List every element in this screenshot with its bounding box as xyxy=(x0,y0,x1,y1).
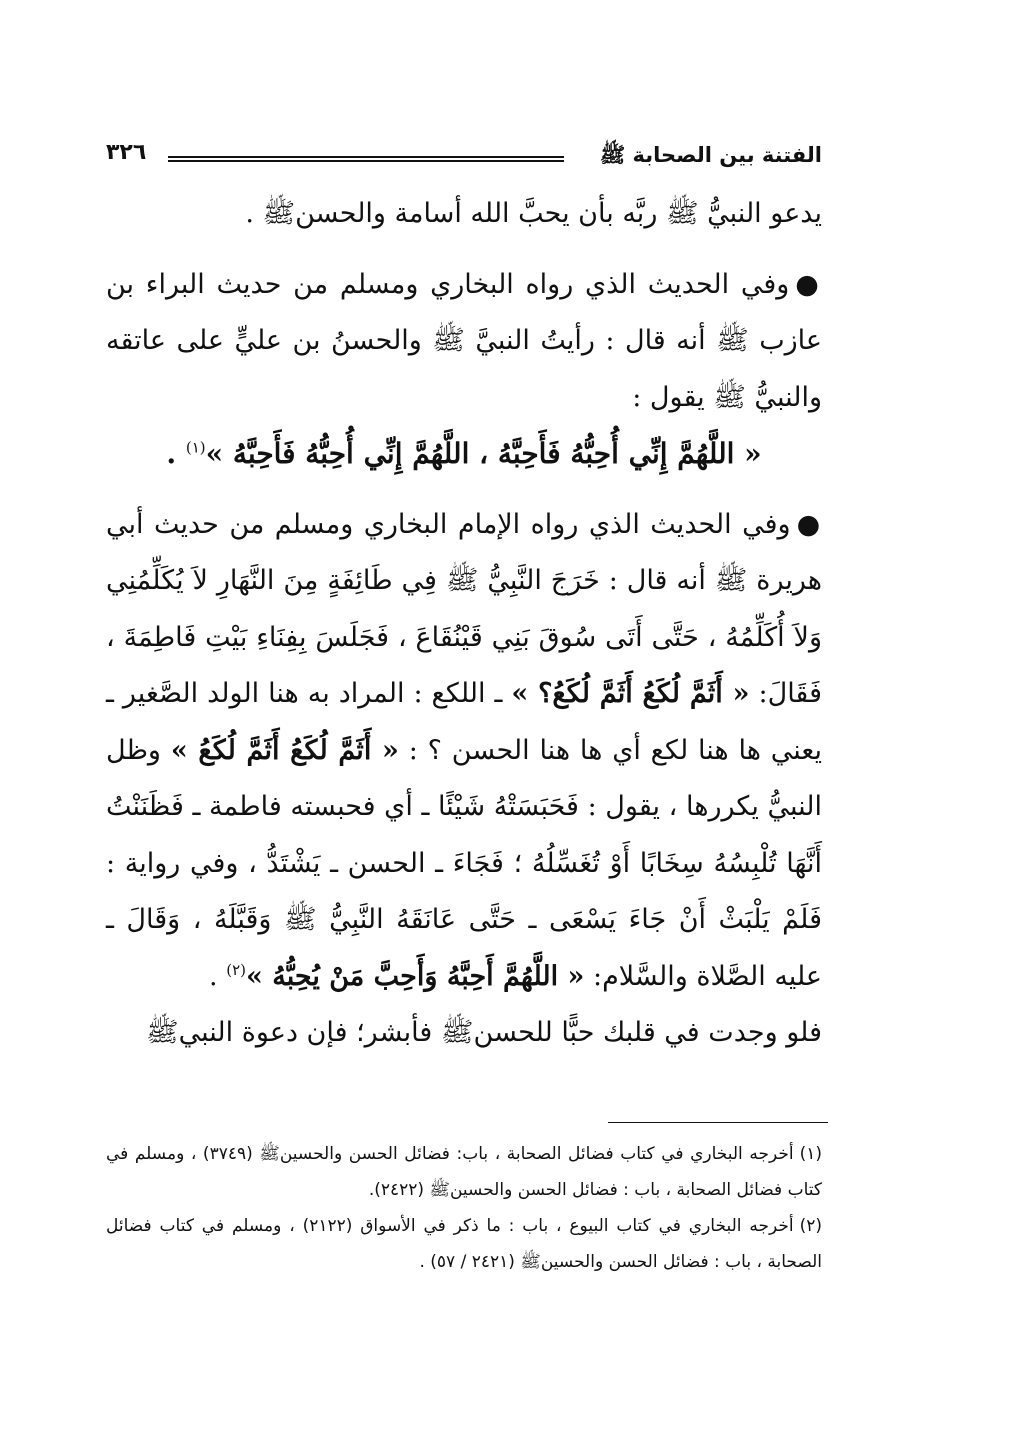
header-title: الفتنة بين الصحابة ﷺ xyxy=(599,143,822,167)
paragraph-4 xyxy=(106,1005,822,1062)
paragraph-1 xyxy=(106,186,822,243)
header-rule xyxy=(168,156,564,162)
paragraph-2 xyxy=(106,257,822,427)
paragraph-3-quote-b: « أَثَمَّ لُكَعُ أَثَمَّ لُكَعُ؟ » xyxy=(511,678,750,709)
paragraph-3-text-e: وظل النبيُّ يكررها ، يقول : فَحَبَسَتْهُ شَيْئًا ـ أي فحبسته فاطمة ـ فَظَنَنْتُ أَنَّهَا تُلْبِسُهُ سِخَابًا أَوْ تُغَسِّلُهُ ؛ فَجَاءَ ـ الحسن ـ يَشْتَدُّ ، وفي رواية : فَلَمْ يَلْبَثْ أَنْ جَاءَ يَسْعَى ـ حَتَّى عَانَقَهُ النَّبِيُّ ﷺ وَقَبَّلَهُ ، وَقَالَ ـ عليه الصَّلاة والسَّلام: xyxy=(106,734,822,992)
footnote-2-number: (٢) xyxy=(799,1216,822,1236)
footnote-2 xyxy=(106,1208,822,1280)
paragraph-3 xyxy=(106,497,822,1006)
paragraph-4-text: فلو وجدت في قلبك حبًّا للحسنﷺ فأبشر؛ فإن دعوة النبيﷺ xyxy=(146,1017,822,1048)
paragraph-3-text-c: ـ اللكع : المراد به هنا الولد الصَّغير ـ يعني ها هنا لكع أي ها هنا الحسن ؟ : xyxy=(106,678,822,766)
paragraph-3-quote-d: « أَثَمَّ لُكَعُ أَثَمَّ لُكَعُ » xyxy=(170,734,399,766)
paragraph-2-text: وفي الحديث الذي رواه البخاري ومسلم من حديث البراء بن عازب ﷺ أنه قال : رأيتُ النبيَّ ﷺ والحسنُ بن عليٍّ على عاتقه والنبيُّ ﷺ يقول : xyxy=(106,268,822,413)
footnote-1-number: (١) xyxy=(799,1144,822,1164)
bullet-icon: ● xyxy=(796,508,822,540)
hadith-quote-1-text: « اللَّهُمَّ إِنِّي أُحِبُّهُ فَأَحِبَّهُ ، اللَّهُمَّ إِنِّي أُحِبُّهُ فَأَحِبَّهُ » xyxy=(205,437,762,470)
footnote-ref-2: (٢) xyxy=(226,960,247,979)
page-number: ٣٢٦ xyxy=(106,140,147,165)
hadith-quote-1 xyxy=(106,426,822,483)
footnotes xyxy=(106,1136,822,1280)
footnote-rule xyxy=(608,1122,828,1123)
body-text xyxy=(106,186,822,1062)
hadith-quote-1-end: . xyxy=(166,437,177,470)
paragraph-3-end: . xyxy=(209,960,218,992)
footnote-1-text: أخرجه البخاري في كتاب فضائل الصحابة ، باب: فضائل الحسن والحسينﷺ (٣٧٤٩) ، ومسلم في كتاب فضائل الصحابة ، باب : فضائل الحسن والحسينﷺ (٢٤٢٢). xyxy=(106,1144,822,1200)
running-header xyxy=(106,140,822,176)
footnote-2-text: أخرجه البخاري في كتاب البيوع ، باب : ما ذكر في الأسواق (٢١٢٢) ، ومسلم في كتاب فضائل الصحابة ، باب : فضائل الحسن والحسينﷺ (٢٤٢١ / ٥٧) . xyxy=(106,1216,822,1272)
paragraph-3-text-a: وفي الحديث الذي رواه الإمام البخاري ومسلم من حديث أبي هريرة ﷺ أنه قال : خَرَجَ النَّبِيُّ ﷺ فِي طَائِفَةٍ مِنَ النَّهَارِ لاَ يُكَلِّمُنِي وَلاَ أُكَلِّمُهُ ، حَتَّى أَتَى سُوقَ بَنِي قَيْنُقَاعَ ، فَجَلَسَ بِفِنَاءِ بَيْتِ فَاطِمَةَ ، فَقَالَ: xyxy=(106,508,822,709)
footnote-ref-1: (١) xyxy=(185,438,206,457)
bullet-icon: ● xyxy=(795,268,823,300)
paragraph-3-quote-f: « اللَّهُمَّ أَحِبَّهُ وَأَحِبَّ مَنْ يُحِبُّهُ » xyxy=(246,960,585,992)
footnote-1 xyxy=(106,1136,822,1208)
paragraph-1-text: يدعو النبيُّ ﷺ ربَّه بأن يحبَّ الله أسامة والحسنﷺ . xyxy=(245,198,822,229)
